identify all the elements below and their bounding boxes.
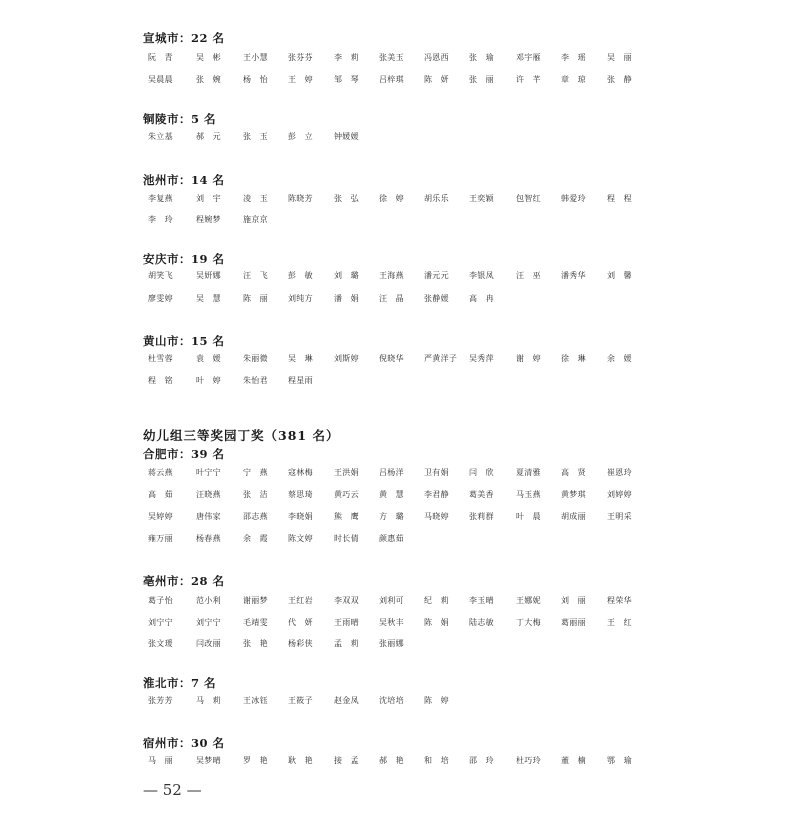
person-name: 朱丽微 <box>243 354 268 363</box>
person-name: 谢 婷 <box>516 354 541 363</box>
person-name: 丁大梅 <box>516 618 541 627</box>
person-name: 王红岩 <box>288 596 313 605</box>
person-name: 高 冉 <box>469 294 494 303</box>
city-heading: 黄山市：15 名 <box>143 334 225 348</box>
person-name: 张芬芬 <box>288 53 313 62</box>
award-title: 幼儿组三等奖园丁奖（381 名） <box>143 428 340 443</box>
person-name: 张 洁 <box>243 490 268 499</box>
person-name: 郝 元 <box>196 132 221 141</box>
person-name: 吴梦晴 <box>196 756 221 765</box>
person-name: 潘元元 <box>424 271 449 280</box>
person-name: 胡笑飞 <box>148 271 173 280</box>
person-name: 高 茹 <box>148 490 173 499</box>
person-name: 李 莉 <box>334 53 359 62</box>
person-name: 马 丽 <box>148 756 173 765</box>
person-name: 宁 燕 <box>243 468 268 477</box>
person-name: 刘婷婷 <box>607 490 632 499</box>
person-name: 张文瑗 <box>148 639 173 648</box>
person-name: 雍万丽 <box>148 534 173 543</box>
person-name: 汪晓燕 <box>196 490 221 499</box>
person-name: 叶 婷 <box>196 376 221 385</box>
person-name: 程荣华 <box>607 596 632 605</box>
person-name: 叶 晨 <box>516 512 541 521</box>
person-name: 王冰钰 <box>243 696 268 705</box>
person-name: 张 玉 <box>243 132 268 141</box>
person-name: 李晓娟 <box>288 512 313 521</box>
person-name: 纪 莉 <box>424 596 449 605</box>
person-name: 范小利 <box>196 596 221 605</box>
person-name: 王 婷 <box>288 75 313 84</box>
city-heading: 宿州市：30 名 <box>143 736 225 750</box>
person-name: 李玉晴 <box>469 596 494 605</box>
person-name: 李双双 <box>334 596 359 605</box>
city-heading: 亳州市：28 名 <box>143 574 225 588</box>
name-row <box>148 533 748 547</box>
person-name: 葛丽丽 <box>561 618 586 627</box>
person-name: 施京京 <box>243 215 268 224</box>
person-name: 程 程 <box>607 194 632 203</box>
person-name: 叶宁宁 <box>196 468 221 477</box>
person-name: 阮 青 <box>148 53 173 62</box>
person-name: 张 弘 <box>334 194 359 203</box>
person-name: 钟媛媛 <box>334 132 359 141</box>
person-name: 李复燕 <box>148 194 173 203</box>
person-name: 袁 媛 <box>196 354 221 363</box>
person-name: 韩爱玲 <box>561 194 586 203</box>
person-name: 代 妍 <box>288 618 313 627</box>
page-number: — 52 — <box>143 781 202 799</box>
person-name: 王海燕 <box>379 271 404 280</box>
person-name: 张 丽 <box>469 75 494 84</box>
person-name: 冯恩西 <box>424 53 449 62</box>
person-name: 沈培培 <box>379 696 404 705</box>
name-row <box>148 617 748 631</box>
name-row <box>148 74 748 88</box>
person-name: 李 瑶 <box>561 53 586 62</box>
person-name: 邓宇雁 <box>516 53 541 62</box>
person-name: 程 铭 <box>148 376 173 385</box>
person-name: 陈文婷 <box>288 534 313 543</box>
name-row <box>148 595 748 609</box>
person-name: 陈 婷 <box>424 696 449 705</box>
person-name: 吴 丽 <box>607 53 632 62</box>
person-name: 包智红 <box>516 194 541 203</box>
person-name: 吴 琳 <box>288 354 313 363</box>
person-name: 陆志敏 <box>469 618 494 627</box>
name-row <box>148 695 748 709</box>
city-heading: 铜陵市：5 名 <box>143 112 217 126</box>
person-name: 凌 玉 <box>243 194 268 203</box>
person-name: 熊 鹰 <box>334 512 359 521</box>
person-name: 吴秋丰 <box>379 618 404 627</box>
person-name: 刘利可 <box>379 596 404 605</box>
name-row <box>148 375 748 389</box>
person-name: 颜惠茹 <box>379 534 404 543</box>
name-row <box>148 52 748 66</box>
person-name: 蒋云燕 <box>148 468 173 477</box>
person-name: 张丽娜 <box>379 639 404 648</box>
person-name: 张芳芳 <box>148 696 173 705</box>
person-name: 郝 艳 <box>379 756 404 765</box>
person-name: 倪晓华 <box>379 354 404 363</box>
person-name: 闫 欣 <box>469 468 494 477</box>
person-name: 刘 璐 <box>334 271 359 280</box>
person-name: 余 媛 <box>607 354 632 363</box>
person-name: 陈 娟 <box>424 618 449 627</box>
person-name: 唐伟家 <box>196 512 221 521</box>
person-name: 彭 敏 <box>288 271 313 280</box>
person-name: 王筱子 <box>288 696 313 705</box>
city-heading: 池州市：14 名 <box>143 173 225 187</box>
person-name: 罗 艳 <box>243 756 268 765</box>
person-name: 吴婷婷 <box>148 512 173 521</box>
name-row <box>148 489 748 503</box>
person-name: 王洪娟 <box>334 468 359 477</box>
person-name: 方 璐 <box>379 512 404 521</box>
person-name: 刘宁宁 <box>148 618 173 627</box>
person-name: 崔恩玲 <box>607 468 632 477</box>
person-name: 汪 飞 <box>243 271 268 280</box>
city-heading: 安庆市：19 名 <box>143 252 225 266</box>
name-row <box>148 638 748 652</box>
person-name: 谢丽梦 <box>243 596 268 605</box>
person-name: 马晓婷 <box>424 512 449 521</box>
person-name: 杨春燕 <box>196 534 221 543</box>
person-name: 刘宁宁 <box>196 618 221 627</box>
person-name: 朱立基 <box>148 132 173 141</box>
person-name: 刘 馨 <box>607 271 632 280</box>
name-row <box>148 270 748 284</box>
person-name: 邹 琴 <box>334 75 359 84</box>
person-name: 毛靖雯 <box>243 618 268 627</box>
person-name: 陈 妍 <box>424 75 449 84</box>
name-row <box>148 755 748 769</box>
person-name: 时长倩 <box>334 534 359 543</box>
person-name: 廖雯婷 <box>148 294 173 303</box>
person-name: 吴妍娜 <box>196 271 221 280</box>
person-name: 马 莉 <box>196 696 221 705</box>
person-name: 严黄洋子 <box>424 354 458 363</box>
person-name: 刘纯方 <box>288 294 313 303</box>
city-heading: 淮北市：7 名 <box>143 676 217 690</box>
person-name: 徐 婷 <box>379 194 404 203</box>
person-name: 耿 艳 <box>288 756 313 765</box>
person-name: 黄 慧 <box>379 490 404 499</box>
person-name: 邵 玲 <box>469 756 494 765</box>
person-name: 张莉群 <box>469 512 494 521</box>
name-row <box>148 293 748 307</box>
person-name: 李银凤 <box>469 271 494 280</box>
person-name: 接 孟 <box>334 756 359 765</box>
name-row <box>148 193 748 207</box>
person-name: 张 艳 <box>243 639 268 648</box>
person-name: 葛子怡 <box>148 596 173 605</box>
person-name: 杜巧玲 <box>516 756 541 765</box>
person-name: 刘 宇 <box>196 194 221 203</box>
person-name: 邵志燕 <box>243 512 268 521</box>
person-name: 杨 怡 <box>243 75 268 84</box>
name-row <box>148 467 748 481</box>
person-name: 程婉梦 <box>196 215 221 224</box>
person-name: 李 玲 <box>148 215 173 224</box>
person-name: 吕梓琪 <box>379 75 404 84</box>
city-heading: 宣城市：22 名 <box>143 31 225 45</box>
person-name: 杨彩侠 <box>288 639 313 648</box>
name-row <box>148 511 748 525</box>
person-name: 葛美香 <box>469 490 494 499</box>
person-name: 李君静 <box>424 490 449 499</box>
person-name: 闫改丽 <box>196 639 221 648</box>
person-name: 吴晨晨 <box>148 75 173 84</box>
person-name: 王 红 <box>607 618 632 627</box>
person-name: 王雨晴 <box>334 618 359 627</box>
person-name: 高 贤 <box>561 468 586 477</box>
person-name: 张 瑜 <box>469 53 494 62</box>
person-name: 和 培 <box>424 756 449 765</box>
person-name: 汪 巫 <box>516 271 541 280</box>
person-name: 孟 莉 <box>334 639 359 648</box>
person-name: 许 芊 <box>516 75 541 84</box>
person-name: 陈 丽 <box>243 294 268 303</box>
person-name: 张静媛 <box>424 294 449 303</box>
person-name: 刘 丽 <box>561 596 586 605</box>
person-name: 夏清雅 <box>516 468 541 477</box>
person-name: 黄巧云 <box>334 490 359 499</box>
person-name: 张 静 <box>607 75 632 84</box>
name-row <box>148 214 748 228</box>
person-name: 蔡思琦 <box>288 490 313 499</box>
person-name: 黄梦琪 <box>561 490 586 499</box>
person-name: 张 婉 <box>196 75 221 84</box>
city-heading: 合肥市：39 名 <box>143 447 225 461</box>
person-name: 杜雪蓉 <box>148 354 173 363</box>
person-name: 王奕颖 <box>469 194 494 203</box>
person-name: 潘秀华 <box>561 271 586 280</box>
person-name: 吕杨洋 <box>379 468 404 477</box>
person-name: 王娜妮 <box>516 596 541 605</box>
person-name: 寇林梅 <box>288 468 313 477</box>
person-name: 汪 晶 <box>379 294 404 303</box>
name-row <box>148 353 748 367</box>
person-name: 刘斯婷 <box>334 354 359 363</box>
person-name: 董 楠 <box>561 756 586 765</box>
person-name: 张美玉 <box>379 53 404 62</box>
person-name: 王小慧 <box>243 53 268 62</box>
person-name: 潘 娟 <box>334 294 359 303</box>
person-name: 胡成丽 <box>561 512 586 521</box>
person-name: 吴 慧 <box>196 294 221 303</box>
person-name: 朱怡君 <box>243 376 268 385</box>
person-name: 赵金凤 <box>334 696 359 705</box>
person-name: 卫有娟 <box>424 468 449 477</box>
person-name: 胡乐乐 <box>424 194 449 203</box>
person-name: 余 霞 <box>243 534 268 543</box>
person-name: 吴 彬 <box>196 53 221 62</box>
person-name: 陈晓芳 <box>288 194 313 203</box>
person-name: 章 琼 <box>561 75 586 84</box>
person-name: 王明采 <box>607 512 632 521</box>
person-name: 吴秀萍 <box>469 354 494 363</box>
person-name: 鄂 瑜 <box>607 756 632 765</box>
name-row <box>148 131 748 145</box>
person-name: 程星雨 <box>288 376 313 385</box>
person-name: 马玉燕 <box>516 490 541 499</box>
person-name: 徐 琳 <box>561 354 586 363</box>
person-name: 彭 立 <box>288 132 313 141</box>
